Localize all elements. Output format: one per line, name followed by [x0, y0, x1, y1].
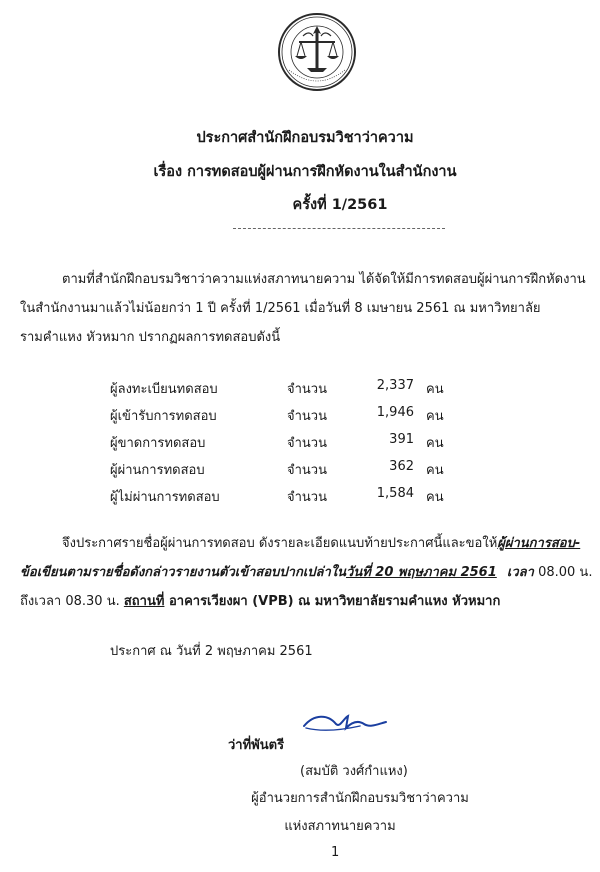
- stat-unit: คน: [426, 436, 444, 451]
- stat-word: จำนวน: [287, 409, 327, 424]
- intro-line-3: รามคำแหง หัวหมาก ปรากฏผลการทดสอบดังนี้: [20, 330, 281, 345]
- stat-unit: คน: [426, 490, 444, 505]
- stat-label: ผู้เข้ารับการทดสอบ: [110, 409, 217, 424]
- stat-value: 362: [389, 459, 414, 474]
- stat-unit: คน: [426, 409, 444, 424]
- intro-line-1: ตามที่สำนักฝึกอบรมวิชาว่าความแห่งสภาทนายความ ได้จัดให้มีการทดสอบผู้ผ่านการฝึกหัดงาน: [62, 272, 586, 287]
- handwritten-signature-icon: [300, 708, 390, 734]
- stat-word: จำนวน: [287, 382, 327, 397]
- stat-label: ผู้ลงทะเบียนทดสอบ: [110, 382, 218, 397]
- notice-emphasis: ข้อเขียนตามรายชื่อดังกล่าวรายงานตัวเข้าสอบปากเปล่าใน: [20, 565, 347, 580]
- lawyers-council-seal-icon: [277, 12, 357, 92]
- stat-value: 1,946: [376, 405, 414, 420]
- time-value: 08.00 น.: [538, 565, 593, 580]
- notice-line-2: [20, 561, 592, 582]
- page-number: 1: [331, 845, 340, 860]
- stat-unit: คน: [426, 463, 444, 478]
- stat-unit: คน: [426, 382, 444, 397]
- signer-position: ผู้อำนวยการสำนักฝึกอบรมวิชาว่าความ: [251, 791, 469, 806]
- signer-name: (สมบัติ วงศ์กำแหง): [300, 764, 408, 779]
- time-label: เวลา: [506, 565, 534, 580]
- notice-emphasis: ผู้ผ่านการสอบ-: [497, 536, 581, 551]
- stat-label: ผู้ผ่านการทดสอบ: [110, 463, 205, 478]
- place-value: อาคารเวียงผา (VPB) ณ มหาวิทยาลัยรามคำแหง หัวหมาก: [164, 594, 501, 609]
- announcement-subject: เรื่อง การทดสอบผู้ผ่านการฝึกหัดงานในสำนักงาน: [153, 164, 457, 180]
- stat-word: จำนวน: [287, 436, 327, 451]
- announcement-title: ประกาศสำนักฝึกอบรมวิชาว่าความ: [196, 130, 414, 146]
- place-label: สถานที่: [123, 594, 165, 609]
- intro-line-2: ในสำนักงานมาแล้วไม่น้อยกว่า 1 ปี ครั้งที่ 1/2561 เมื่อวันที่ 8 เมษายน 2561 ณ มหาวิทยาลัย: [20, 301, 541, 316]
- stat-label: ผู้ขาดการทดสอบ: [110, 436, 206, 451]
- notice-line-3: [20, 590, 500, 611]
- oral-exam-date: วันที่ 20 พฤษภาคม 2561: [346, 565, 497, 580]
- notice-text: จึงประกาศรายชื่อผู้ผ่านการทดสอบ ดังรายละเอียดแนบท้ายประกาศนี้และขอให้: [62, 536, 498, 551]
- end-time: ถึงเวลา 08.30 น.: [20, 594, 120, 609]
- signer-organization: แห่งสภาทนายความ: [284, 819, 396, 834]
- notice-line-1: [62, 532, 580, 553]
- dashed-separator: [233, 228, 445, 229]
- stat-value: 1,584: [376, 486, 414, 501]
- stat-word: จำนวน: [287, 490, 327, 505]
- stat-value: 2,337: [376, 378, 414, 393]
- stat-label: ผู้ไม่ผ่านการทดสอบ: [110, 490, 220, 505]
- stat-word: จำนวน: [287, 463, 327, 478]
- announcement-date: ประกาศ ณ วันที่ 2 พฤษภาคม 2561: [110, 644, 313, 659]
- signer-rank: ว่าที่พันตรี: [228, 738, 285, 753]
- stat-value: 391: [389, 432, 414, 447]
- announcement-round: ครั้งที่ 1/2561: [292, 197, 388, 213]
